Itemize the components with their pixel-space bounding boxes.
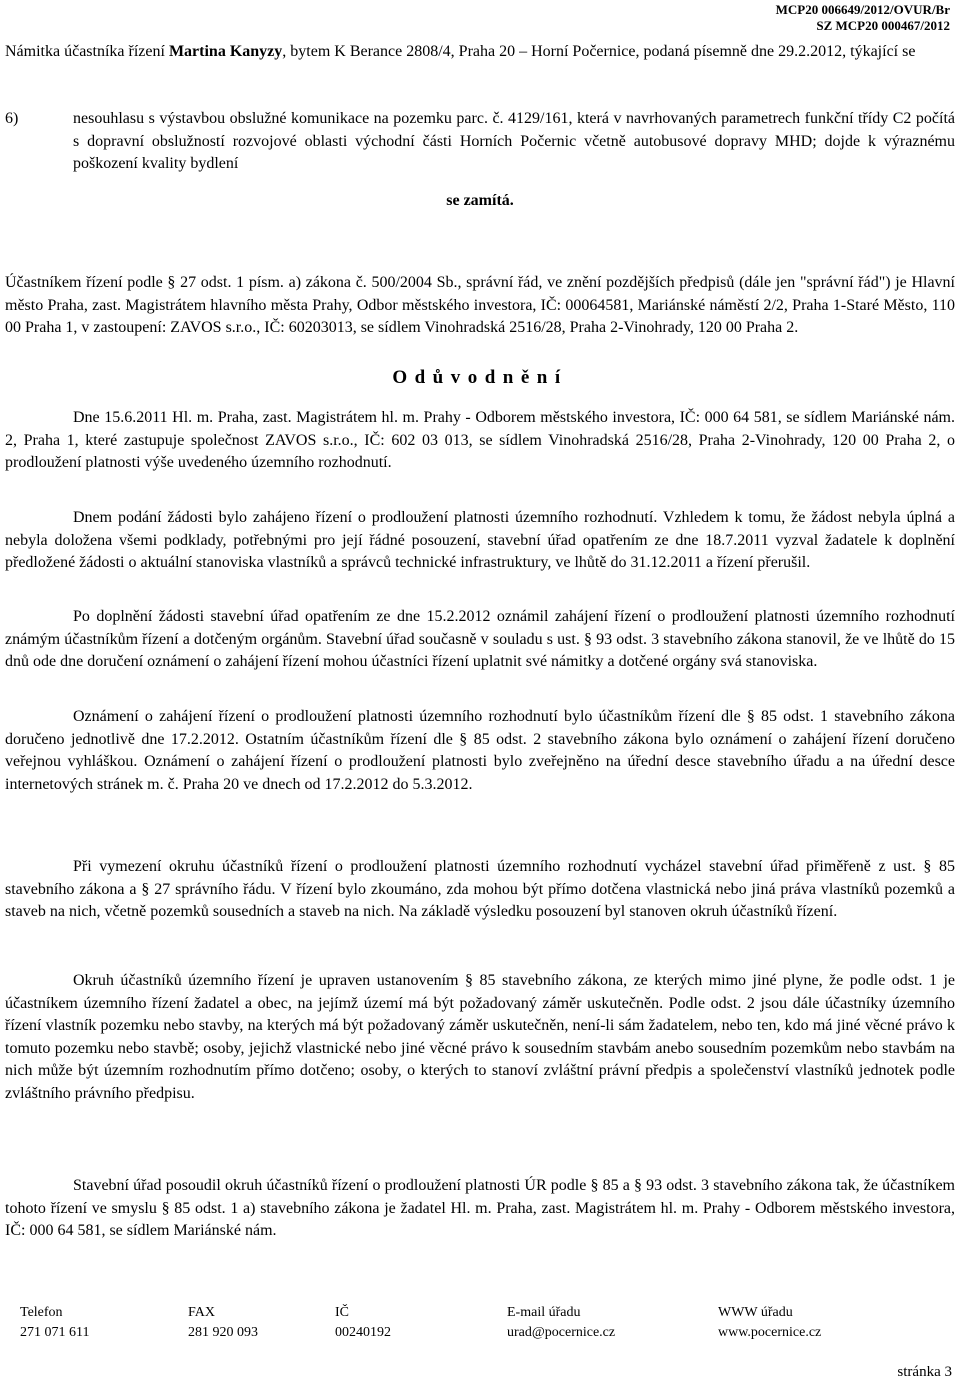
- reasoning-paragraph-6: [5, 970, 955, 1105]
- paragraph-text: Při vymezení okruhu účastníků řízení o prodloužení platnosti územního rozhodnutí vycházel stavební úřad přiměřeně z ust. § 85 stavebního zákona a § 27 správního řádu. V řízení bylo zkoumáno, zda mohou být přímo dotčena vlastnická nebo jiná práva vlastníků pozemků a staveb na nich, včetně pozemků sousedních a staveb na nich. Na základě výsledku posouzení byl stanoven okruh účastníků řízení.: [5, 858, 955, 920]
- page-number: stránka 3: [897, 1364, 952, 1380]
- reasoning-paragraph-3: [5, 606, 955, 674]
- paragraph-text: Okruh účastníků územního řízení je upraven ustanovením § 85 stavebního zákona, ze kterých mimo jiné plyne, že podle odst. 1 je účastníkem územního řízení žadatel a obec, na jejímž území má být požadovaný záměr uskutečněn. Podle odst. 2 jsou dále účastníky územního řízení vlastník pozemku nebo stavby, na kterých má být požadovaný záměr uskutečněn, není-li sám žadatelem, nebo ten, kdo má jiné věcné právo k tomuto pozemku nebo stavbě; osoby, jejichž vlastnické nebo jiné věcné právo k sousedním stavbám anebo sousedním pozemkům nebo stavbám na nich může být územním rozhodnutím přímo dotčeno; osoby, o kterých to stanoví zvláštní právní předpis a společenství vlastníků jednotek podle zvláštního právního předpisu.: [5, 972, 955, 1102]
- footer-fax-label: FAX: [188, 1305, 215, 1320]
- reasoning-paragraph-7: [5, 1175, 955, 1243]
- paragraph-text: Po doplnění žádosti stavební úřad opatřením ze dne 15.2.2012 oznámil zahájení řízení o prodloužení platnosti územního rozhodnutí známým účastníkům řízení a dotčeným orgánům. Stavební úřad současně v souladu s ust. § 93 odst. 3 stavebního zákona stanovil, že ve lhůtě do 15 dnů ode dne doručení oznámení o zahájení řízení mohou účastníci řízení uplatnit své námitky a dotčené orgány svá stanoviska.: [5, 608, 955, 670]
- objection-intro-text-2: , bytem K Berance 2808/4, Praha 20 – Horní Počernice, podaná písemně dne 29.2.2012, týkající se: [282, 43, 916, 60]
- footer-phone-value: 271 071 611: [20, 1325, 90, 1340]
- paragraph-text: Dne 15.6.2011 Hl. m. Praha, zast. Magistrátem hl. m. Prahy - Odborem městského investora, IČ: 000 64 581, se sídlem Mariánské nám. 2, Praha 1, které zastupuje společnost ZAVOS s.r.o., IČ: 602 03 013, se sídlem Vinohradská 2516/28, Praha 2-Vinohrady, 120 00 Praha 2, o prodloužení platnosti výše uvedeného územního rozhodnutí.: [5, 409, 955, 471]
- footer-ico-value: 00240192: [335, 1325, 391, 1340]
- footer-fax-value: 281 920 093: [188, 1325, 258, 1340]
- footer-email-value[interactable]: urad@pocernice.cz: [507, 1325, 616, 1340]
- paragraph-text: Oznámení o zahájení řízení o prodloužení platnosti územního rozhodnutí bylo účastníkům řízení dle § 85 odst. 1 stavebního zákona doručeno jednotlivě dne 17.2.2012. Ostatním účastníkům řízení dle § 85 odst. 2 stavebního zákona bylo oznámení o zahájení řízení doručeno veřejnou vyhláškou. Oznámení o zahájení řízení o prodloužení platnosti bylo zveřejněno na úřední desce stavebního úřadu a na úřední desce internetových stránek m. č. Praha 20 ve dnech od 17.2.2012 do 5.3.2012.: [5, 708, 955, 793]
- participant-paragraph: [5, 272, 955, 340]
- footer-phone-label: Telefon: [20, 1305, 63, 1320]
- document-reference: [776, 2, 950, 34]
- reasoning-paragraph-5: [5, 856, 955, 924]
- participant-paragraph-text: Účastníkem řízení podle § 27 odst. 1 písm. a) zákona č. 500/2004 Sb., správní řád, ve znění pozdějších předpisů (dále jen "správní řád") je Hlavní město Praha, zast. Magistrátem hlavního města Prahy, Odbor městského investora, IČ: 00064581, Mariánské náměstí 2/2, Praha 1-Staré Město, 110 00 Praha 1, v zastoupení: ZAVOS s.r.o., IČ: 60203013, se sídlem Vinohradská 2516/28, Praha 2-Vinohrady, 120 00 Praha 2.: [5, 274, 955, 336]
- reasoning-paragraph-4: [5, 706, 955, 796]
- reasoning-title: Odůvodnění: [392, 367, 568, 388]
- paragraph-text: Stavební úřad posoudil okruh účastníků řízení o prodloužení platnosti ÚR podle § 85 a § 93 odst. 3 stavebního zákona tak, že účastníkem tohoto řízení ve smyslu § 85 odst. 1 a) stavebního zákona je žadatel Hl. m. Praha, zast. Magistrátem hl. m. Prahy - Odborem městského investora, IČ: 000 64 581, se sídlem Mariánské nám.: [5, 1177, 955, 1239]
- objection-decision: se zamítá.: [446, 192, 514, 209]
- objection-intro-text-1: Námitka účastníka řízení: [5, 43, 169, 60]
- footer-www-label: WWW úřadu: [718, 1305, 793, 1320]
- reasoning-paragraph-1: [5, 407, 955, 475]
- footer-www: [718, 1303, 821, 1343]
- paragraph-text: Dnem podání žádosti bylo zahájeno řízení o prodloužení platnosti územního rozhodnutí. Vzhledem k tomu, že žádost nebyla úplná a nebyla doložena všemi podklady, potřebnými pro její řádné posouzení, stavební úřad opatřením ze dne 18.7.2011 vyzval žadatele k doplnění předložené žádosti o aktuální stanoviska vlastníků a správců technické infrastruktury, ve lhůtě do 31.12.2011 a řízení přerušil.: [5, 509, 955, 571]
- objection-item-text: nesouhlasu s výstavbou obslužné komunikace na pozemku parc. č. 4129/161, která v navrhovaných parametrech funkční třídy C2 počítá s dopravní obslužností rozvojové oblasti východní části Horních Počernic včetně autobusové dopravy MHD; dojde k výraznému poškození kvality bydlení: [73, 110, 955, 172]
- objector-name: Martina Kanyzy: [168, 43, 283, 60]
- footer-email: [507, 1303, 615, 1343]
- footer-ico: [335, 1303, 391, 1343]
- reference-line-1: MCP20 006649/2012/OVUR/Br: [775, 2, 950, 17]
- reasoning-paragraph-2: [5, 507, 955, 575]
- reference-line-2: SZ MCP20 000467/2012: [816, 18, 950, 33]
- objection-item: [5, 108, 955, 176]
- footer-phone: [20, 1303, 89, 1343]
- footer-www-value[interactable]: www.pocernice.cz: [718, 1325, 822, 1340]
- objection-item-number: 6): [5, 110, 19, 127]
- footer-email-label: E-mail úřadu: [507, 1305, 581, 1320]
- objection-intro: [5, 41, 955, 64]
- footer-fax: [188, 1303, 258, 1343]
- footer-ico-label: IČ: [335, 1305, 349, 1320]
